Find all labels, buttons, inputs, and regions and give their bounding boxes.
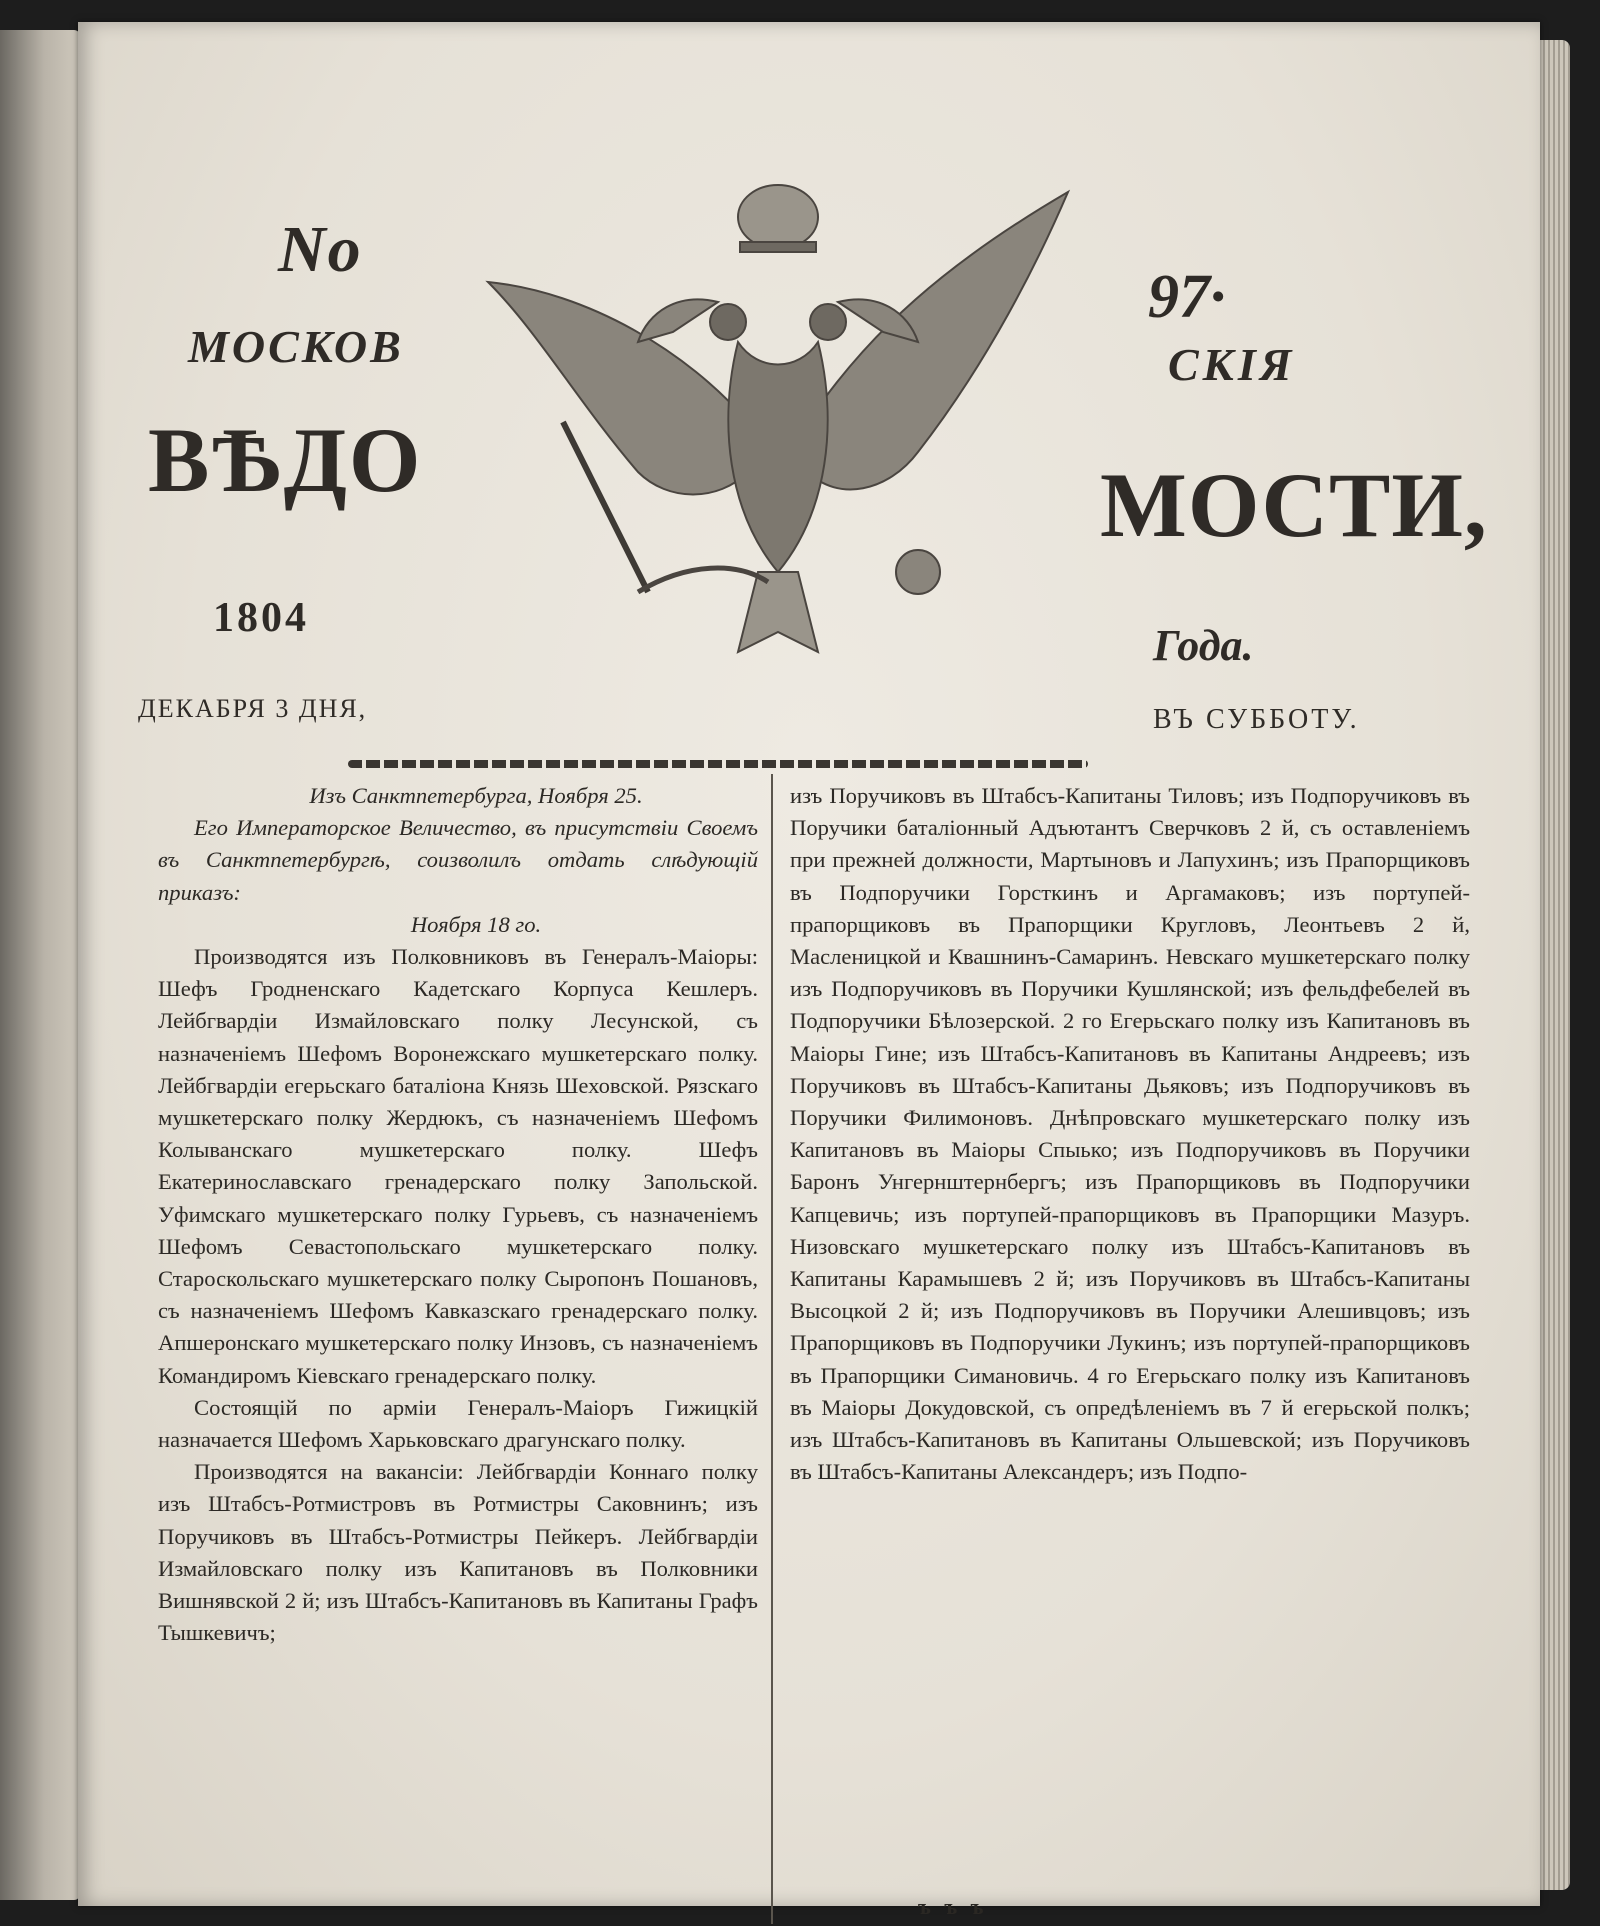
newspaper-page <box>78 22 1540 1919</box>
title-top-left: МОСКОВ <box>188 321 404 372</box>
masthead-divider-rule <box>348 760 1088 768</box>
article-continuation: изъ Поручиковъ въ Штабсъ-Капитаны Тиловъ; изъ Подпоручиковъ въ Поручики баталіонный Адъютантъ Сверчковъ 2 й, съ оставленіемъ при прежней должности, Мартыновъ и Лапухинъ; изъ Прапорщиковъ въ Подпоручики Горсткинъ и Аргамаковъ; изъ портупей-прапорщиковъ въ Прапорщики Кругловъ, Леонтьевъ 2 й, Масленицкой и Квашнинъ-Самаринъ. Невскаго мушкетерскаго полку изъ Подпоручиковъ въ Поручики Кушлянской; изъ фельдфебелей въ Подпоручики Бѣлозерской. 2 го Егерьскаго полку изъ Капитановъ въ Маіоры Гине; изъ Штабсъ-Капитановъ въ Капитаны Андреевъ; изъ Поручиковъ въ Штабсъ-Капитаны Дьяковъ; изъ Подпоручиковъ въ Поручики Филимоновъ. Днѣпровскаго мушкетерскаго полку изъ Капитановъ въ Маіоры Спыько; изъ Подпоручиковъ въ Поручики Баронъ Унгернштернбергъ; изъ Прапорщиковъ въ Подпоручики Капцевичь; изъ портупей-прапорщиковъ въ Прапорщики Мазуръ. Низовскаго мушкетерскаго полку изъ Штабсъ-Капитановъ въ Капитаны Карамышевъ 2 й; изъ Поручиковъ въ Штабсъ-Капитаны Высоцкой 2 й; изъ Подпоручиковъ въ Поручики Алешивцовъ; изъ Прапорщиковъ въ Подпоручики Лукинъ; изъ портупей-прапорщиковъ въ Прапорщики Симановичь. 4 го Егерьскаго полку изъ Капитановъ въ Маіоры Докудовской, съ опредѣленіемъ въ 7 й егерьской полкъ; изъ Штабсъ-Капитановъ въ Капитаны Ольшевской; изъ Поручиковъ въ Штабсъ-Капитаны Александеръ; изъ Подпо- <box>790 783 1470 1485</box>
double-headed-eagle-emblem <box>468 172 1088 732</box>
dateline: Изъ Санктпетербурга, Ноября 25. <box>309 783 643 808</box>
year-suffix: Года. <box>1153 621 1254 670</box>
imperial-announcement: Его Императорское Величество, въ присутствіи Своемъ въ Санктпетербургѣ, соизволилъ отдать слѣдующій приказъ: <box>158 815 758 905</box>
right-column <box>790 780 1470 1488</box>
catchword: ъ ъ ъ <box>918 1894 988 1919</box>
order-date: Ноября 18 го. <box>410 911 542 937</box>
issue-date: ДЕКАБРЯ 3 ДНЯ, <box>138 694 368 723</box>
left-column <box>158 780 758 1649</box>
number-label: No <box>278 213 363 286</box>
article-paragraph: Производятся изъ Полковниковъ въ Генералъ-Маіоры: Шефъ Гродненскаго Кадетскаго Корпуса Кешлеръ. Лейбгвардіи Измайловскаго полку Лесунской, съ назначеніемъ Шефомъ Воронежскаго мушкетерскаго полку. Лейбгвардіи егерьскаго баталіона Князь Шеховской. Рязскаго мушкетерскаго полку Жердюкъ, съ назначеніемъ Шефомъ Колыванскаго мушкетерскаго полку. Шефъ Екатеринославскаго гренадерскаго полку Запольской. Уфимскаго мушкетерскаго полку Гурьевъ, съ назначеніемъ Шефомъ Севастопольскаго мушкетерскаго полку. Староскольскаго мушкетерскаго полку Сыропонъ Пошановъ, съ назначеніемъ Шефомъ Кавказскаго гренадерскаго полку. Апшеронскаго мушкетерскаго полку Инзовъ, съ назначеніемъ Командиромъ Кіевскаго гренадерскаго полку. <box>158 944 758 1388</box>
article-paragraph: Состоящій по арміи Генералъ-Маіоръ Гижицкій назначается Шефомъ Харьковскаго драгунскаго полку. <box>158 1394 758 1453</box>
title-top-right: СКІЯ <box>1168 339 1296 390</box>
issue-number: 97· <box>1148 263 1226 331</box>
article-paragraph: Производятся на вакансіи: Лейбгвардіи Коннаго полку изъ Штабсъ-Ротмистровъ въ Ротмистры Саковнинъ; изъ Поручиковъ въ Штабсъ-Ротмистры Пейкеръ. Лейбгвардіи Измайловскаго полку изъ Капитановъ въ Полковники Вишнявской 2 й; изъ Штабсъ-Капитановъ въ Капитаны Графъ Тышкевичъ; <box>158 1459 758 1646</box>
issue-year: 1804 <box>213 595 309 641</box>
column-divider <box>771 774 773 1924</box>
facing-page-edge <box>0 30 80 1900</box>
title-main-left: ВѢДО <box>148 409 423 511</box>
title-main-right: МОСТИ, <box>1100 454 1488 556</box>
issue-weekday: ВЪ СУББОТУ. <box>1153 704 1360 735</box>
